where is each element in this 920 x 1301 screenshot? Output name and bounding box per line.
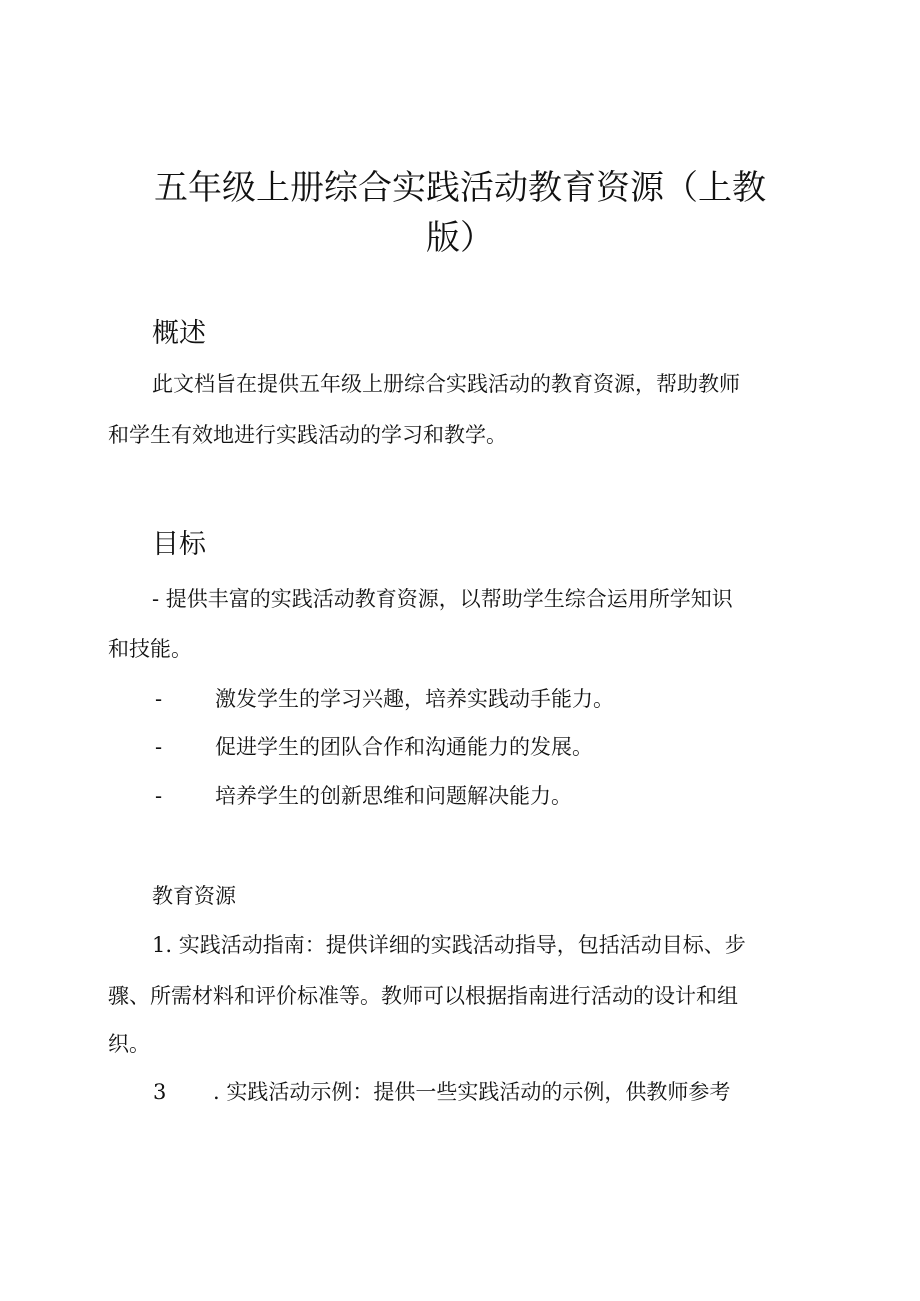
document-title-line-1: 五年级上册综合实践活动教育资源（上教: [154, 168, 766, 208]
document-title-line-2: 版）: [426, 218, 494, 258]
overview-paragraph-line-1: 此文档旨在提供五年级上册综合实践活动的教育资源，帮助教师: [152, 372, 740, 396]
overview-paragraph-line-2: 和学生有效地进行实践活动的学习和教学。: [108, 423, 507, 447]
goals-heading: 目标: [152, 529, 206, 560]
resources-item-2-text: . 实践活动示例：提供一些实践活动的示例，供教师参考: [213, 1080, 731, 1104]
goals-item-3: 促进学生的团队合作和沟通能力的发展。: [215, 735, 593, 759]
goals-item-3-bullet: -: [155, 735, 163, 759]
resources-heading: 教育资源: [152, 884, 236, 908]
goals-item-2: 激发学生的学习兴趣，培养实践动手能力。: [215, 687, 614, 711]
overview-heading: 概述: [152, 318, 206, 349]
resources-item-1-line-3: 织。: [108, 1032, 150, 1056]
goals-item-4: 培养学生的创新思维和问题解决能力。: [215, 784, 572, 808]
goals-item-4-bullet: -: [155, 784, 163, 808]
resources-item-1-line-1: 1. 实践活动指南：提供详细的实践活动指导，包括活动目标、步: [152, 933, 746, 957]
goals-item-2-bullet: -: [155, 687, 163, 711]
goals-item-1-line-1: - 提供丰富的实践活动教育资源，以帮助学生综合运用所学知识: [152, 587, 733, 611]
goals-item-1-line-2: 和技能。: [108, 637, 192, 661]
resources-item-1-line-2: 骤、所需材料和评价标准等。教师可以根据指南进行活动的设计和组: [108, 984, 738, 1008]
resources-item-2-number: 3: [153, 1080, 167, 1104]
